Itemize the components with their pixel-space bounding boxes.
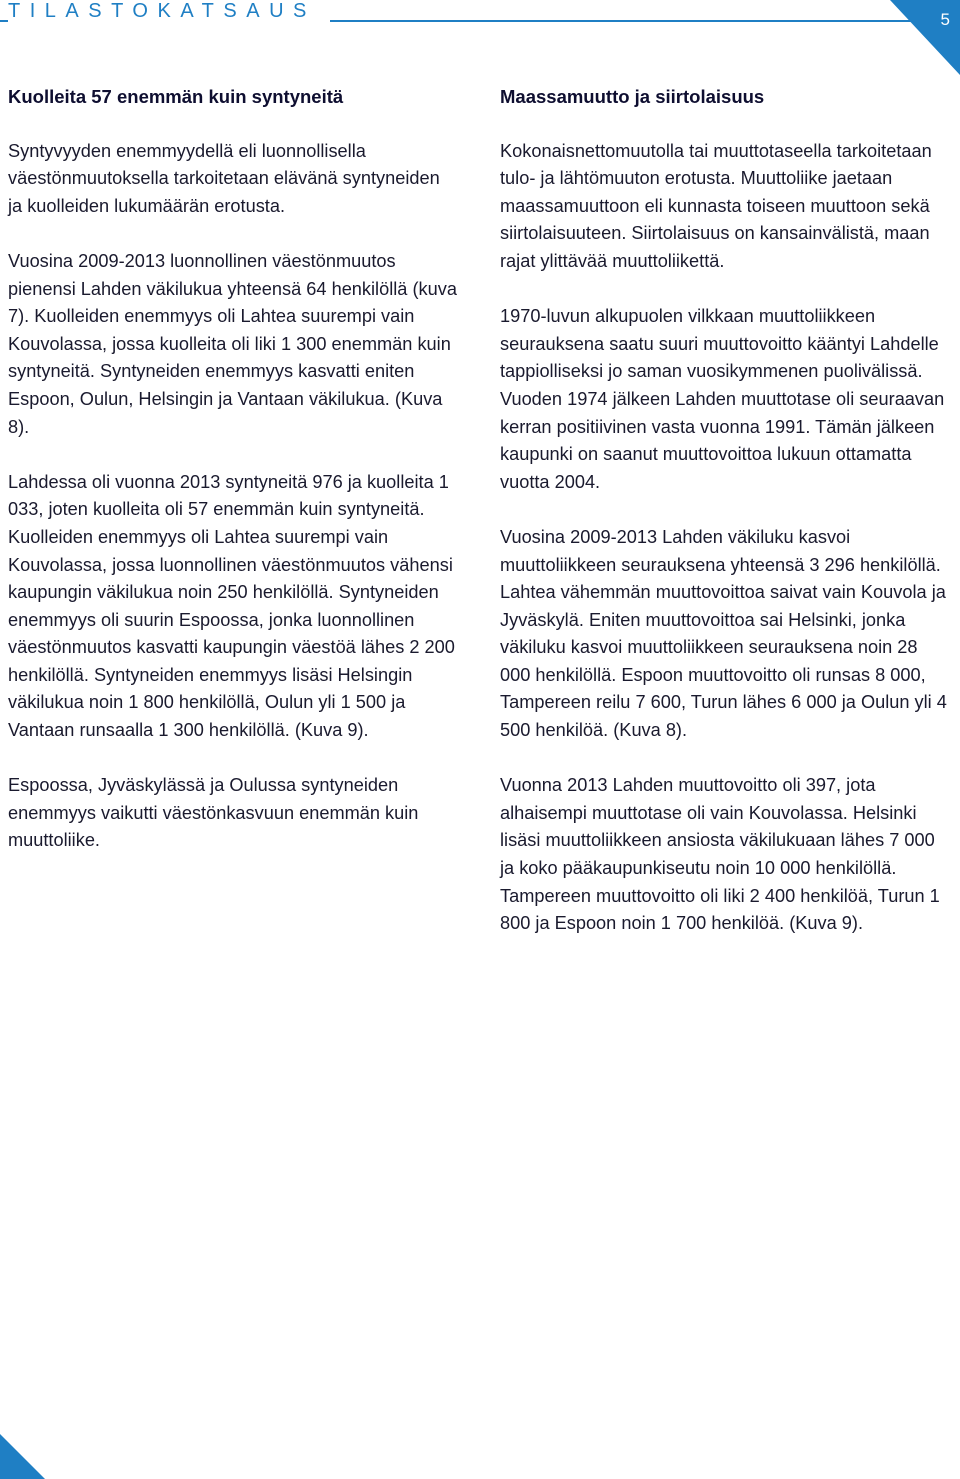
section-heading-births-deaths: Kuolleita 57 enemmän kuin syntyneitä [8,86,344,107]
paragraph: 1970-luvun alkupuolen vilkkaan muuttoliikkeen seurauksena saatu suuri muuttovoitto kääntyi Lahdelle tappiolliseksi jo saman vuosikymmenen puolivälissä. Vuoden 1974 jälkeen Lahden muuttotase oli seuraavan kerran positiivinen vasta vuonna 1991. Tämän jälkeen kaupunki on saanut muuttovoittoa lukuun ottamatta vuotta 2004. [500,306,945,492]
paragraph: Vuosina 2009-2013 Lahden väkiluku kasvoi muuttoliikkeen seurauksena yhteensä 3 296 henkilöllä. Lahtea vähemmän muuttovoittoa saivat vain Kouvola ja Jyväskylä. Eniten muuttovoittoa sai Helsinki, jonka väkiluku kasvoi muuttoliikkeen seurauksena noin 28 000 henkilöllä. Espoon muuttovoitto oli runsas 8 000, Tampereen reilu 7 600, Turun lähes 6 000 ja Oulun yli 4 500 henkilöä. (Kuva 8). [500,526,947,741]
paragraph: Syntyvyyden enemmyydellä eli luonnollisella väestönmuutoksella tarkoitetaan elävänä syntyneiden ja kuolleiden lukumäärän erotusta. [8,140,440,216]
section-heading-migration: Maassamuutto ja siirtolaisuus [500,86,765,107]
page-number: 5 [940,10,950,29]
right-column [500,83,950,965]
publication-title: TILASTOKATSAUS [8,0,330,22]
paragraph: Vuonna 2013 Lahden muuttovoitto oli 397, jota alhaisempi muuttotase oli vain Kouvolassa. Helsinki lisäsi muuttoliikkeen ansiosta väkilukuaan lähes 7 000 ja koko pääkaupunkiseutu noin 10 000 henkilöllä. Tampereen muuttovoitto oli liki 2 400 henkilöä, Turun 1 800 ja Espoon noin 1 700 henkilöä. (Kuva 9). [500,775,940,934]
page-header [0,0,960,46]
bottom-corner-icon [0,1434,45,1479]
paragraph: Vuosina 2009-2013 luonnollinen väestönmuutos pienensi Lahden väkilukua yhteensä 64 henkilöllä (kuva 7). Kuolleiden enemmyys oli Lahtea suurempi vain Kouvolassa, jossa kuolleita oli liki 1 300 enemmän kuin syntyneitä. Syntyneiden enemmyys kasvatti eniten Espoon, Oulun, Helsingin ja Vantaan väkilukua. (Kuva 8). [8,250,457,437]
paragraph: Lahdessa oli vuonna 2013 syntyneitä 976 ja kuolleita 1 033, joten kuolleita oli 57 enemmän kuin syntyneitä. Kuolleiden enemmyys oli Lahtea suurempi vain Kouvolassa, jossa luonnollinen väestönmuutos vähensi kaupungin väkilukua noin 250 henkilöllä. Syntyneiden enemmyys oli suurin Espoossa, jonka luonnollinen väestönmuutos kasvatti kaupungin väestöä lähes 2 200 henkilöllä. Syntyneiden enemmyys lisäsi Helsingin väkilukua noin 1 800 henkilöllä, Oulun yli 1 500 ja Vantaan runsaalla 1 300 henkilöllä. (Kuva 9). [8,471,455,741]
left-column [8,83,458,883]
paragraph: Espoossa, Jyväskylässä ja Oulussa syntyneiden enemmyys vaikutti väestönkasvuun enemmän kuin muuttoliike. [8,775,419,851]
paragraph: Kokonaisnettomuutolla tai muuttotaseella tarkoitetaan tulo- ja lähtömuuton erotusta. Muuttoliike jaetaan maassamuuttoon eli kunnasta toiseen muuttoon sekä siirtolaisuuteen. Siirtolaisuus on kansainvälistä, maan rajat ylittävää muuttoliikettä. [500,140,932,271]
